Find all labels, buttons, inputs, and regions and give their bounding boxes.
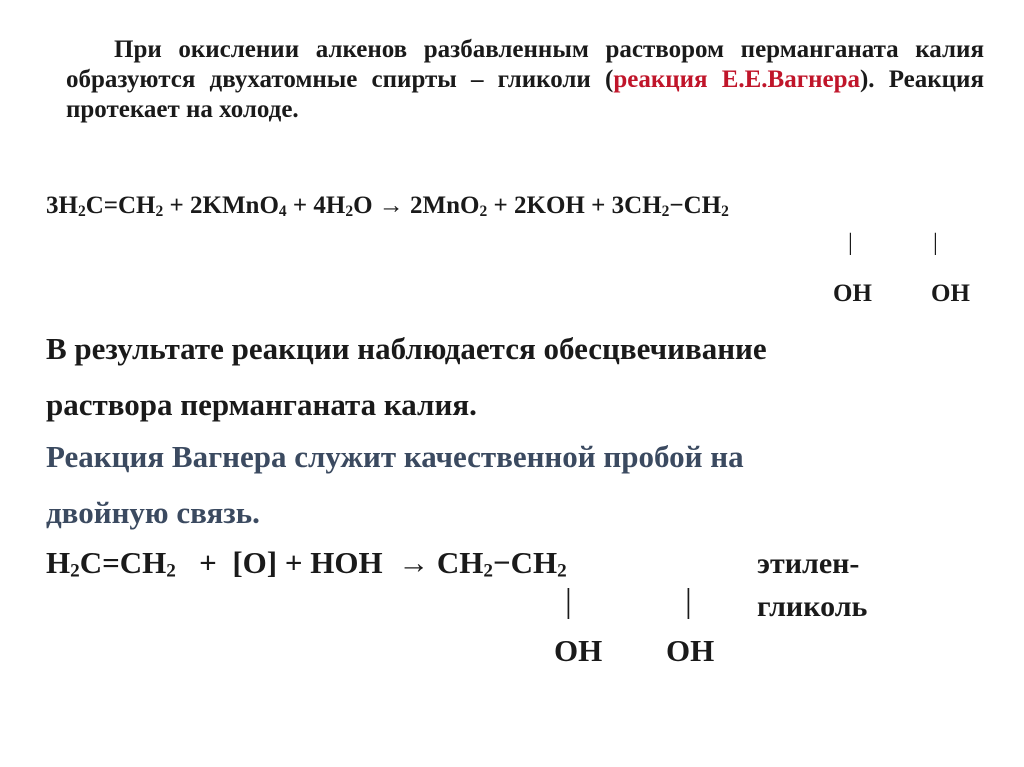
eq2-bond-left: | — [565, 583, 572, 620]
glycol-label-line-2: гликоль — [757, 590, 868, 623]
wagner-reaction-highlight: реакция Е.Е.Вагнера — [613, 66, 860, 93]
result-line-2: раствора перманганата калия. — [46, 387, 477, 422]
equation-ethylene-kmno4 — [46, 192, 729, 220]
eq1-bond-left: | — [848, 230, 853, 256]
result-text — [46, 321, 996, 433]
eq1-sub: 2 — [479, 202, 488, 220]
result-line-1: В результате реакции наблюдается обесцвечивание — [46, 331, 767, 366]
eq2-seg: C=CH — [79, 545, 167, 580]
eq2-sub: 2 — [557, 560, 567, 582]
eq2-seg: −CH — [492, 545, 558, 580]
eq1-seg: −CH — [669, 192, 722, 219]
intro-text-part1: При окислении алкенов разбавленным раствором перманганата калия образуются двухатомные спирты – гликоли ( — [66, 36, 984, 93]
eq1-oh-right: OH — [931, 280, 970, 307]
eq1-oh-left: OH — [833, 280, 872, 307]
eq2-seg: H — [46, 545, 71, 580]
eq1-sub: 2 — [77, 202, 86, 220]
equation-ethylene-glycol — [46, 545, 567, 581]
eq1-seg: 3H — [46, 192, 78, 219]
eq2-sub: 2 — [70, 560, 80, 582]
intro-text-part2: ). Реакция протекает на холоде. — [66, 66, 984, 123]
wagner-line-1: Реакция Вагнера служит качественной пробой на — [46, 439, 744, 474]
wagner-line-2: двойную связь. — [46, 495, 260, 530]
eq1-bond-right: | — [933, 230, 938, 256]
eq1-sub: 2 — [661, 202, 670, 220]
wagner-test-text — [46, 429, 996, 541]
eq1-seg: + 2KOH + 3CH — [487, 192, 662, 219]
eq2-sub: 2 — [483, 560, 493, 582]
eq1-sub: 2 — [721, 202, 729, 220]
eq2-sub: 2 — [166, 560, 176, 582]
glycol-label-line-1: этилен- — [757, 547, 860, 580]
eq1-sub: 2 — [345, 202, 354, 220]
eq1-seg: + 4H — [286, 192, 346, 219]
eq2-oh-right: OH — [666, 633, 715, 668]
eq1-sub: 2 — [155, 202, 164, 220]
eq1-seg: C=CH — [85, 192, 156, 219]
eq2-oh-left: OH — [554, 633, 603, 668]
eq1-seg: + 2KMnO — [163, 192, 279, 219]
eq1-seg: O → 2MnO — [353, 192, 480, 219]
eq2-bond-right: | — [685, 583, 692, 620]
intro-paragraph — [66, 35, 984, 125]
eq1-sub: 4 — [278, 202, 287, 220]
eq2-seg: + [O] + HOH → CH — [175, 545, 484, 580]
